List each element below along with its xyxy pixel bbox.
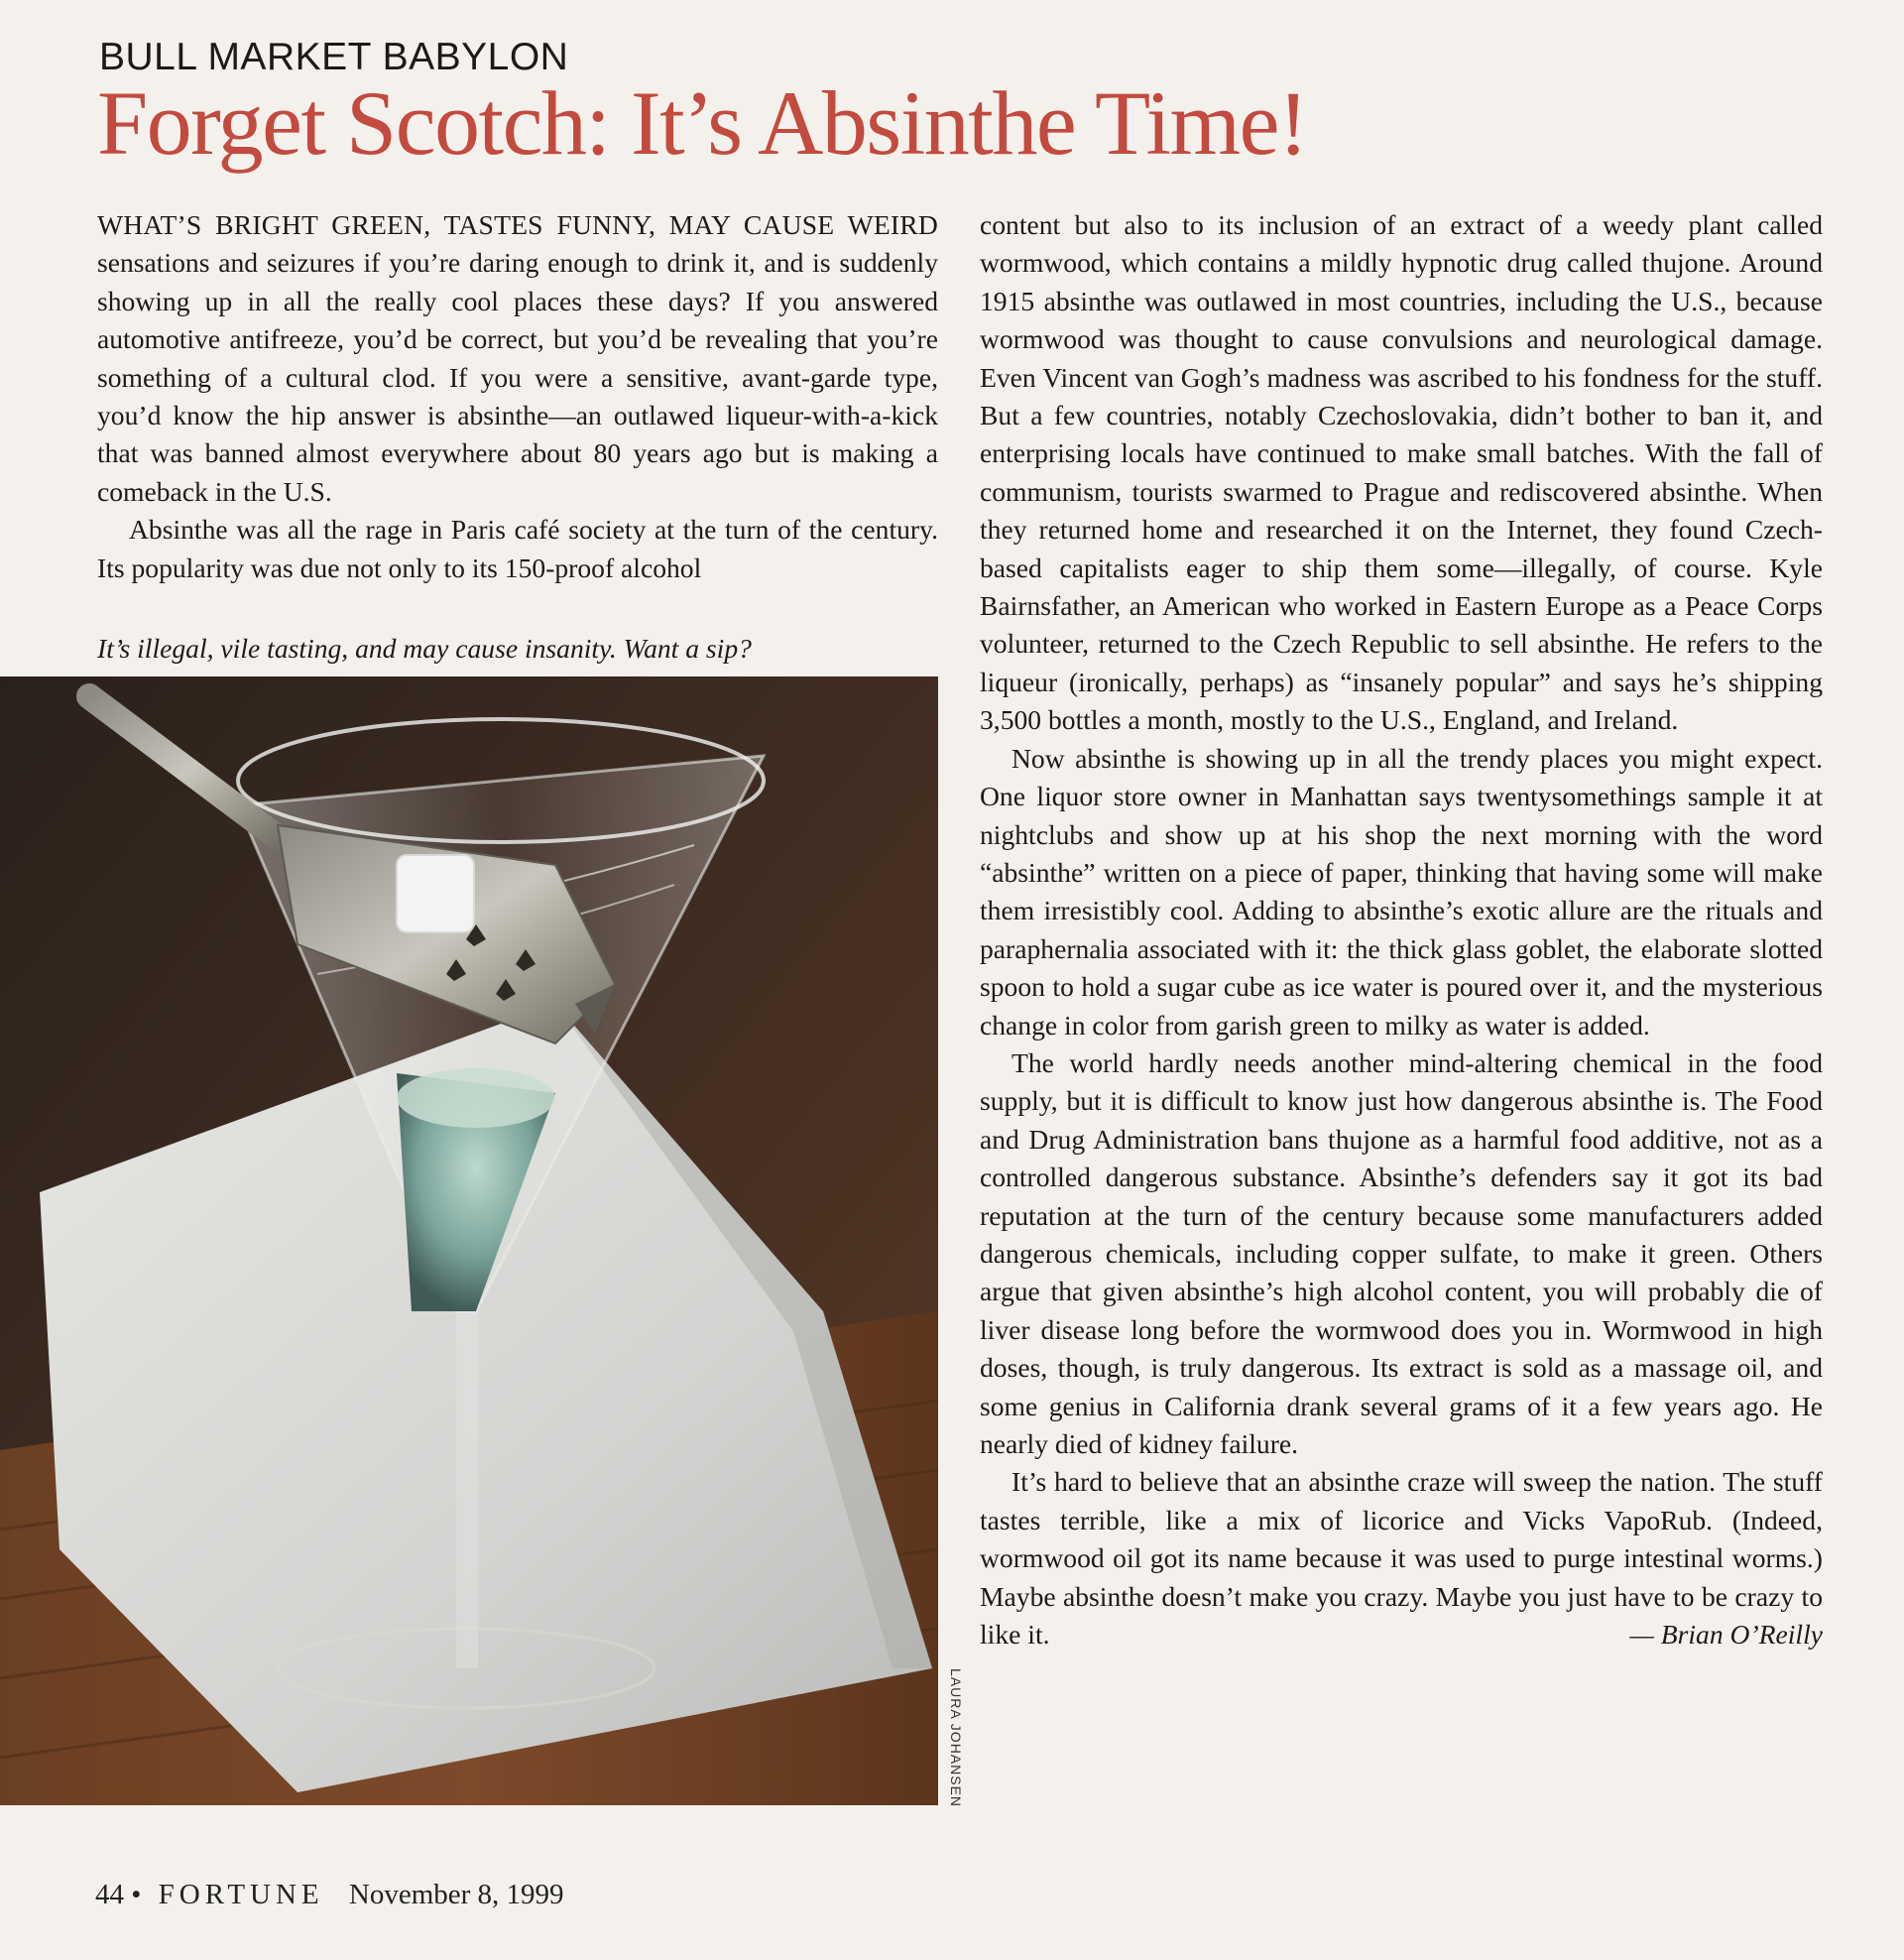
right-column (980, 206, 1823, 1654)
opening-paragraph (97, 206, 938, 511)
absinthe-glass-illustration (0, 676, 938, 1805)
opening-text: sensations and seizures if you’re daring enough to drink it, and is suddenly showing up in all the really cool places these days? If you answered automotive antifreeze, you’d be correct, but you’d be revealing that you’re something of a cultural clod. If you were a sensitive, avant-garde type, you’d know the hip answer is absinthe—an outlawed liqueur-with-a-kick that was banned almost everywhere about 80 years ago but is making a comeback in the U.S. (97, 247, 938, 507)
article-headline: Forget Scotch: It’s Absinthe Time! (97, 72, 1308, 174)
paragraph-5: The world hardly needs another mind-altering chemical in the food supply, but it is difficult to know just how dangerous absinthe is. The Food and Drug Administration bans thujone as a harmful food additive, not as a controlled dangerous substance. Absinthe’s defenders say it got its bad reputation at the turn of the century because some manufacturers added dangerous chemicals, including copper sulfate, to make it green. Others argue that given absinthe’s high alcohol content, you will probably die of liver disease long before the wormwood does you in. Wormwood in high doses, though, is truly dangerous. Its extract is sold as a massage oil, and some genius in California drank several grams of it a few years ago. He nearly died of kidney failure. (980, 1046, 1823, 1459)
absinthe-glass-photo (0, 676, 938, 1805)
page-footer (95, 1879, 564, 1911)
paragraph-3: content but also to its inclusion of an extract of a weedy plant called wormwood, which contains a mildly hypnotic drug called thujone. Around 1915 absinthe was outlawed in most countries, including the U.S., because wormwood was thought to cause convulsions and neurological damage. Even Vincent van Gogh’s madness was ascribed to his fondness for the stuff. But a few countries, notably Czechoslovakia, didn’t bother to ban it, and enterprising locals have continued to make small batches. With the fall of communism, tourists swarmed to Prague and rediscovered absinthe. When they returned home and researched it on the Internet, they found Czech-based capitalists eager to ship them some—illegally, of course. Kyle Bairnsfather, an American who worked in Eastern Europe as a Peace Corps volunteer, returned to the Czech Republic to sell absinthe. He refers to the liqueur (ironically, perhaps) as “insanely popular” and says he’s shipping 3,500 bottles a month, mostly to the U.S., England, and Ireland. (980, 209, 1823, 736)
paragraph-4: Now absinthe is showing up in all the trendy places you might expect. One liquor store owner in Manhattan says twentysomethings sample it at nightclubs and show up at his shop the next morning with the word “absinthe” written on a piece of paper, thinking that having some will make them irresistibly cool. Adding to absinthe’s exotic allure are the rituals and paraphernalia associated with it: the thick glass goblet, the elaborate slotted spoon to hold a sugar cube as ice water is poured over it, and the mysterious change in color from garish green to milky as water is added. (980, 742, 1823, 1041)
paragraph-6 (980, 1463, 1823, 1654)
paragraph-2: Absinthe was all the rage in Paris café society at the turn of the century. Its popularity was due not only to its 150-proof alcohol (97, 514, 938, 583)
sugar-cube (397, 855, 474, 932)
left-column (97, 206, 938, 587)
photo-credit-text: LAURA JOHANSEN (948, 1668, 964, 1808)
section-kicker: BULL MARKET BABYLON (99, 36, 569, 78)
closing-text: It’s hard to believe that an absinthe craze will sweep the nation. The stuff tastes terrible, like a mix of licorice and Vicks VapoRub. (Indeed, wormwood oil got its name because it was used to purge intestinal worms.) Maybe absinthe doesn’t make you crazy. Maybe you just have to be crazy to like it. (980, 1466, 1823, 1651)
footer-bullet: • (131, 1879, 142, 1910)
photo-caption: It’s illegal, vile tasting, and may cause insanity. Want a sip? (97, 633, 752, 664)
author-byline: — Brian O’Reilly (1629, 1619, 1823, 1651)
magazine-name: FORTUNE (158, 1879, 324, 1910)
lead-in-caps: WHAT’S BRIGHT GREEN, TASTES FUNNY, MAY CAUSE WEIRD (97, 209, 938, 240)
issue-date: November 8, 1999 (348, 1879, 564, 1910)
page-number: 44 (95, 1879, 124, 1910)
photo-credit (938, 1668, 968, 1808)
